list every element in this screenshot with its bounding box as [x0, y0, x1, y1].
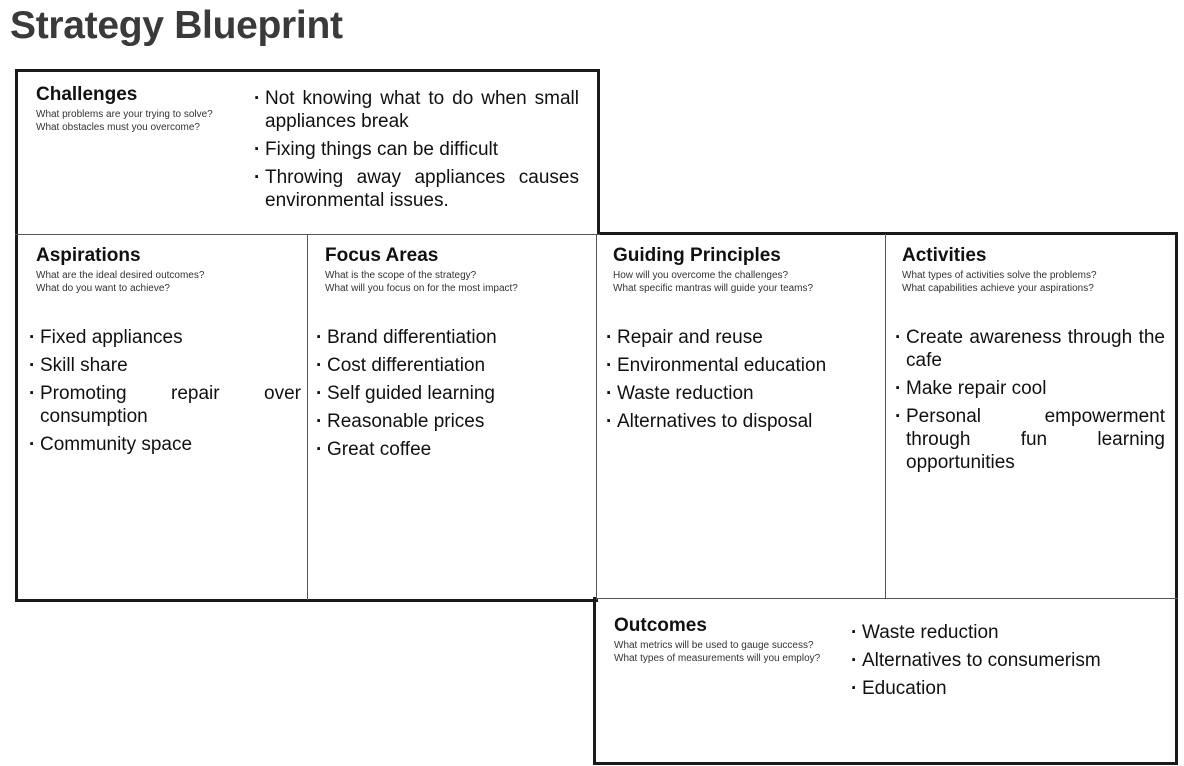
- page-title: Strategy Blueprint: [10, 4, 343, 47]
- list-item: · Skill share: [29, 354, 301, 377]
- list-item: · Alternatives to consumerism: [851, 649, 1151, 672]
- guiding-principles-list: [606, 326, 878, 438]
- list-item: · Fixed appliances: [29, 326, 301, 349]
- challenges-subtitle-line: What obstacles must you overcome?: [36, 122, 200, 133]
- focus-areas-subtitle-line: What is the scope of the strategy?: [325, 270, 477, 281]
- list-item: · Waste reduction: [851, 621, 1151, 644]
- challenges-section: [36, 84, 256, 134]
- aspirations-list: [29, 326, 301, 461]
- challenges-subtitle-line: What problems are your trying to solve?: [36, 109, 213, 120]
- list-item: · Promoting repair over consumption: [29, 382, 301, 428]
- guiding-principles-subtitle-line: How will you overcome the challenges?: [613, 270, 789, 281]
- list-item: · Brand differentiation: [316, 326, 588, 349]
- aspirations-title: Aspirations: [36, 245, 141, 266]
- list-item: · Create awareness through the cafe: [895, 326, 1165, 372]
- activities-subtitle-line: What types of activities solve the problems?: [902, 270, 1097, 281]
- list-item: · Environmental education: [606, 354, 878, 377]
- list-item: · Reasonable prices: [316, 410, 588, 433]
- frame-line: [597, 69, 600, 235]
- guiding-principles-subtitle: [613, 269, 878, 295]
- activities-section: [902, 245, 1167, 295]
- focus-areas-subtitle: [325, 269, 590, 295]
- list-item: · Make repair cool: [895, 377, 1165, 400]
- list-item: · Throwing away appliances causes environmental issues.: [254, 166, 579, 212]
- outcomes-list: [851, 621, 1151, 705]
- challenges-title: Challenges: [36, 84, 138, 105]
- guiding-principles-title: Guiding Principles: [613, 245, 781, 266]
- guiding-principles-section: [613, 245, 878, 295]
- activities-title: Activities: [902, 245, 987, 266]
- activities-subtitle: [902, 269, 1167, 295]
- list-item: · Self guided learning: [316, 382, 588, 405]
- list-item: · Not knowing what to do when small appliances break: [254, 87, 579, 133]
- outcomes-subtitle: [614, 639, 849, 665]
- list-item: · Waste reduction: [606, 382, 878, 405]
- outcomes-title: Outcomes: [614, 615, 707, 636]
- list-item: · Fixing things can be difficult: [254, 138, 579, 161]
- divider-line: [307, 234, 308, 600]
- focus-areas-subtitle-line: What will you focus on for the most impact?: [325, 283, 518, 294]
- focus-areas-section: [325, 245, 590, 295]
- focus-areas-title: Focus Areas: [325, 245, 439, 266]
- activities-subtitle-line: What capabilities achieve your aspirations?: [902, 283, 1094, 294]
- list-item: · Repair and reuse: [606, 326, 878, 349]
- outcomes-subtitle-line: What metrics will be used to gauge success?: [614, 640, 814, 651]
- aspirations-subtitle: [36, 269, 301, 295]
- list-item: · Cost differentiation: [316, 354, 588, 377]
- divider-line: [596, 598, 1178, 599]
- outcomes-subtitle-line: What types of measurements will you employ?: [614, 653, 821, 664]
- divider-line: [596, 234, 597, 600]
- frame-line: [593, 762, 1178, 765]
- aspirations-section: [36, 245, 301, 295]
- challenges-list: [254, 87, 579, 217]
- aspirations-subtitle-line: What do you want to achieve?: [36, 283, 170, 294]
- divider-line: [885, 234, 886, 598]
- list-item: · Personal empowerment through fun learning opportunities: [895, 405, 1165, 474]
- list-item: · Community space: [29, 433, 301, 456]
- frame-line: [593, 597, 596, 765]
- activities-list: [895, 326, 1165, 479]
- frame-line: [1175, 232, 1178, 765]
- guiding-principles-subtitle-line: What specific mantras will guide your teams?: [613, 283, 814, 294]
- frame-line: [15, 69, 18, 602]
- frame-line: [597, 232, 1178, 235]
- focus-areas-list: [316, 326, 588, 466]
- frame-line: [15, 69, 600, 72]
- challenges-subtitle: [36, 108, 256, 134]
- list-item: · Education: [851, 677, 1151, 700]
- aspirations-subtitle-line: What are the ideal desired outcomes?: [36, 270, 205, 281]
- list-item: · Alternatives to disposal: [606, 410, 878, 433]
- outcomes-section: [614, 615, 849, 665]
- list-item: · Great coffee: [316, 438, 588, 461]
